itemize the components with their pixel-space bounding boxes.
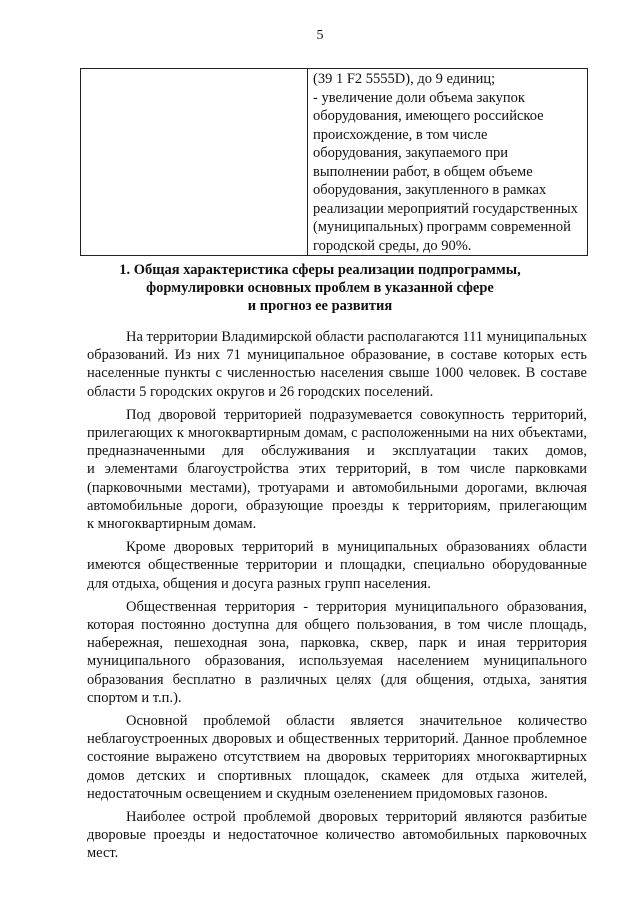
paragraph-line: мест. <box>87 845 119 862</box>
table-cell-empty <box>81 69 308 256</box>
paragraph-line: имеются общественные территории и площадки, специально оборудованные <box>87 557 587 574</box>
heading-line: формулировки основных проблем в указанной сфере <box>146 280 494 296</box>
paragraph-line: Кроме дворовых территорий в муниципальных образованиях области <box>126 539 587 556</box>
paragraph-line: спортом и т.п.). <box>87 689 182 706</box>
paragraph-line: Под дворовой территорией подразумевается совокупность территорий, <box>126 406 587 423</box>
body-text <box>87 328 587 868</box>
heading-line: и прогноз ее развития <box>247 298 393 314</box>
paragraph-line: Общественная территория - территория муниципального образования, <box>126 598 587 615</box>
paragraph-line: для отдыха, общения и досуга разных групп населения. <box>87 575 431 592</box>
paragraph-line: (парковочными местами), тротуарами и автомобильными дорогами, включая <box>87 479 587 496</box>
paragraph-line: предназначенными для обслуживания и эксплуатации таких домов, <box>87 443 587 460</box>
paragraph-line: образований. Из них 71 муниципальное образование, в составе которых есть <box>87 347 587 364</box>
table-row <box>81 69 588 256</box>
paragraph <box>87 598 587 707</box>
page-number: 5 <box>316 28 324 43</box>
paragraph-line: муниципального образования, используемая населением муниципального <box>87 653 587 670</box>
paragraph-line: автомобильные дороги, образующие проезды к территориям, прилегающим <box>87 497 587 514</box>
paragraph <box>87 538 587 593</box>
paragraph-line: дворовые проезды и недостаточное количество автомобильных парковочных <box>87 827 587 844</box>
table-cell-line: оборудования, имеющего российское <box>313 108 544 124</box>
paragraph <box>87 328 587 401</box>
paragraph-line: прилегающих к многоквартирным домам, с расположенными на них объектами, <box>87 425 587 442</box>
heading-line: 1. Общая характеристика сферы реализации подпрограммы, <box>119 262 521 278</box>
table-cell-line: городской среды, до 90%. <box>313 237 472 254</box>
section-heading <box>0 261 640 315</box>
paragraph <box>87 808 587 863</box>
table-cell-line: происхождение, в том числе <box>313 126 488 143</box>
table-cell-lines <box>308 69 587 255</box>
paragraph-line: которая постоянно доступна для общего пользования, в том числе площадь, <box>87 617 587 634</box>
paragraph <box>87 712 587 803</box>
table-cell-line: оборудования, закупленного в рамках <box>313 182 547 198</box>
paragraph <box>87 406 587 533</box>
paragraph-line: к многоквартирным домам. <box>87 516 257 533</box>
table-cell-line: оборудования, закупаемого при <box>313 145 508 161</box>
paragraph-line: Наиболее острой проблемой дворовых территорий являются разбитые <box>126 809 587 826</box>
paragraph-line: образования бесплатно в различных целях (для общения, отдыха, занятия <box>87 671 587 688</box>
table-cell-line: реализации мероприятий государственных <box>313 200 578 217</box>
paragraph-line: На территории Владимирской области располагаются 111 муниципальных <box>126 329 588 345</box>
table-cell-line: - увеличение доли объема закупок <box>313 89 525 106</box>
table-cell-line: (39 1 F2 5555D), до 9 единиц; <box>313 71 496 87</box>
paragraph-line: набережная, пешеходная зона, парковка, сквер, парк и иная территория <box>87 635 587 652</box>
paragraph-line: домов детских и спортивных площадок, скамеек для отдыха жителей, <box>87 767 587 784</box>
paragraph-line: неблагоустроенных дворовых и общественных территорий. Данное проблемное <box>87 731 587 748</box>
paragraph-line: состояние выражено отсутствием на дворовых территориях многоквартирных <box>87 749 587 766</box>
paragraph-line: области 5 городских округов и 26 городских поселений. <box>87 383 434 400</box>
paragraph-line: и элементами благоустройства этих территорий, в том числе парковками <box>87 461 587 478</box>
paragraph-line: недостаточным освещением и скудным озеленением придомовых газонов. <box>87 785 548 802</box>
table-cell-line: выполнении работ, в общем объеме <box>313 163 533 180</box>
paragraph-line: населенные пункты с численностью населения свыше 1000 человек. В составе <box>87 365 587 382</box>
table-cell-text <box>308 69 588 256</box>
table-fragment <box>80 68 588 256</box>
table-cell-line: (муниципальных) программ современной <box>313 219 571 235</box>
paragraph-line: Основной проблемой области является значительное количество <box>126 713 587 730</box>
